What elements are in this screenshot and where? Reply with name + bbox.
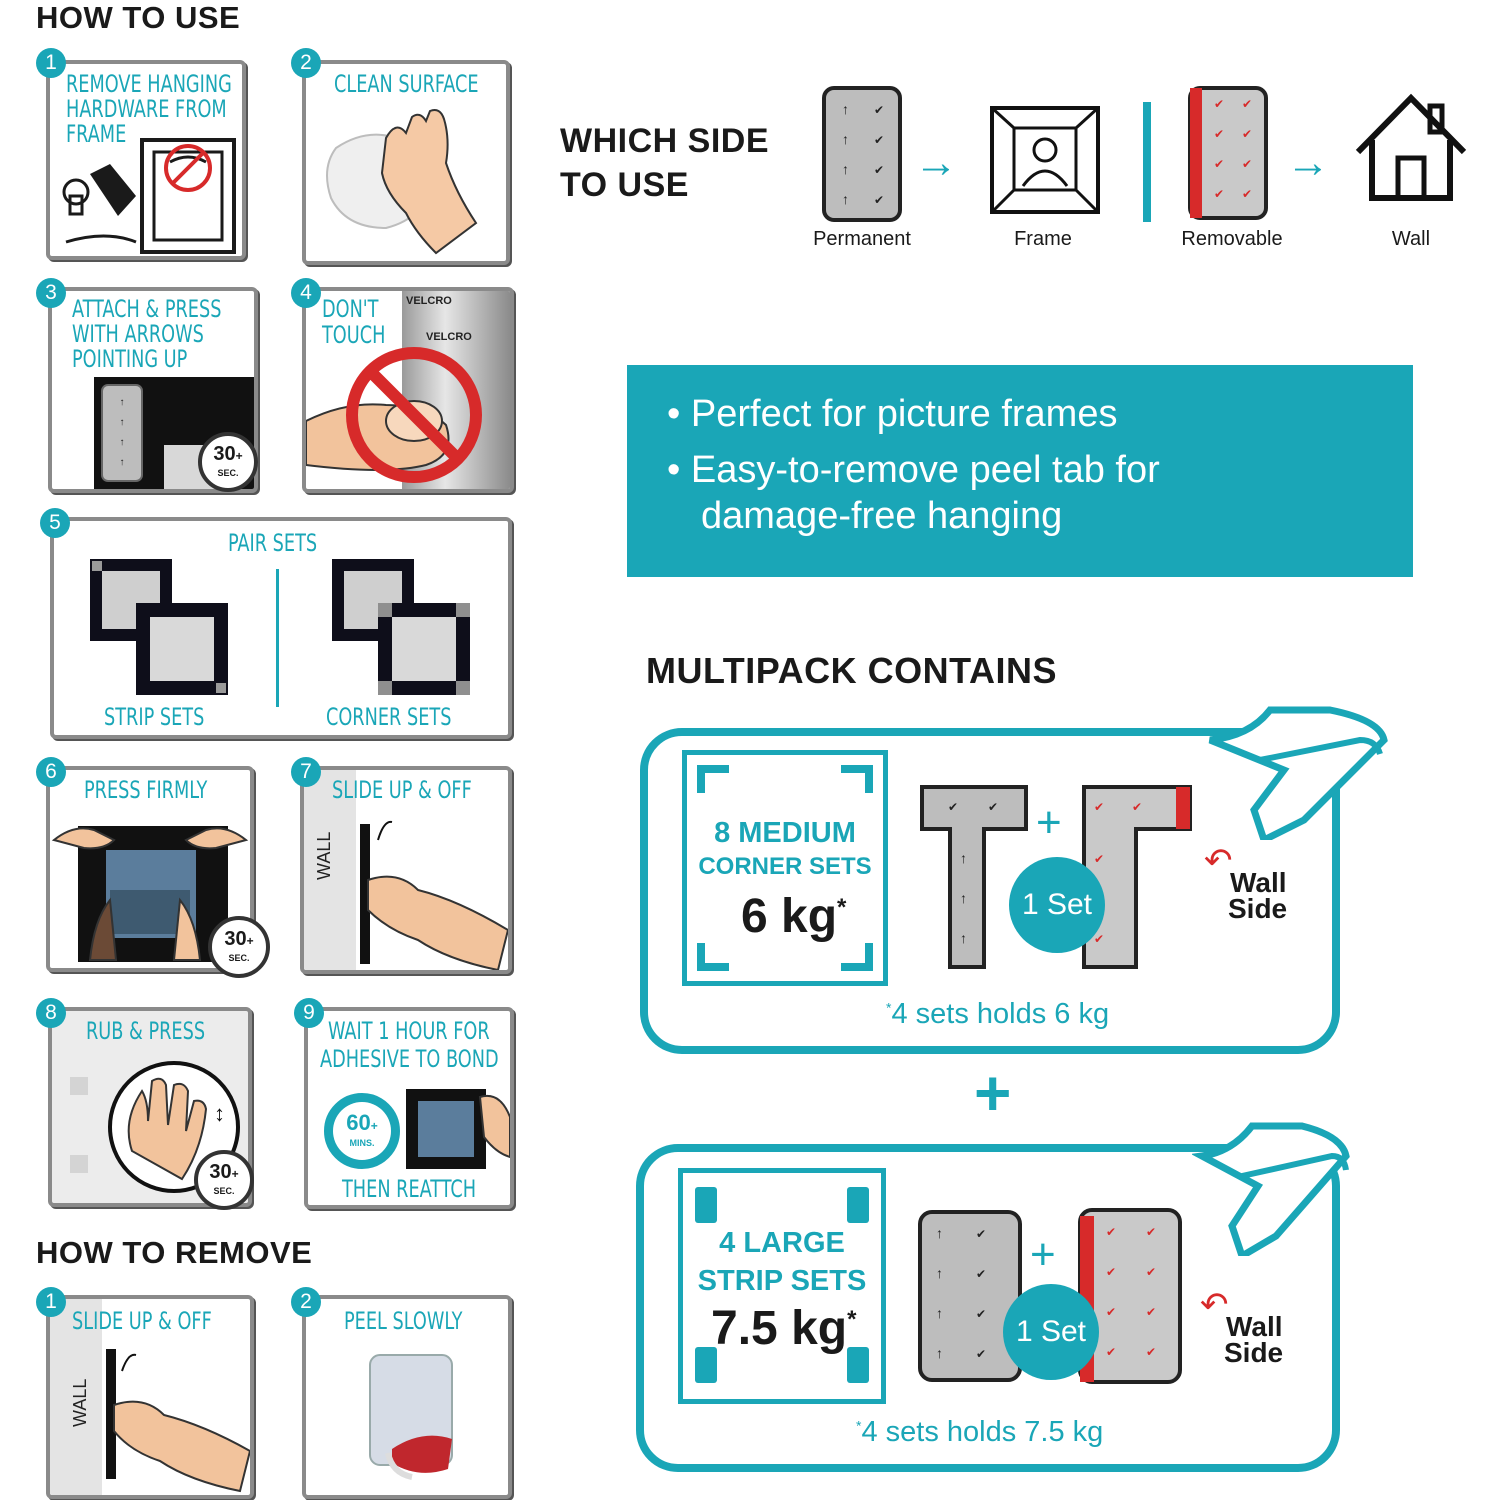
pack-2-weight: 7.5 kg*: [711, 1302, 857, 1355]
pack-1-title-line2: CORNER SETS: [698, 853, 872, 880]
permanent-strip-icon: [822, 86, 902, 222]
svg-text:↕: ↕: [214, 1101, 225, 1126]
feature-bullet-2-cont: damage-free hanging: [701, 495, 1063, 537]
step-1-caption-line2: HARDWARE FROM: [66, 95, 227, 123]
step-9-caption-bottom: THEN REATTCH: [342, 1175, 477, 1203]
remove-step-1-panel: [46, 1295, 254, 1499]
step-4-number: 4: [291, 278, 321, 308]
which-side-divider: [1143, 102, 1151, 222]
svg-text:↑: ↑: [936, 1225, 943, 1241]
velcro-logo-text: VELCRO: [406, 295, 452, 307]
arrow-right-icon-1: →: [914, 138, 958, 187]
corner-set-removable: [1080, 783, 1194, 971]
step-6-number: 6: [36, 757, 66, 787]
multipack-title: MULTIPACK CONTAINS: [646, 650, 1057, 691]
svg-text:✔: ✔: [1094, 800, 1105, 814]
step-2-caption: CLEAN SURFACE: [334, 70, 479, 98]
feature-bullet-1: • Perfect for picture frames: [667, 393, 1118, 435]
svg-text:↑: ↑: [936, 1305, 943, 1321]
step-5-caption-right: CORNER SETS: [326, 703, 452, 731]
pack-2-wall-side-1: Wall: [1226, 1311, 1283, 1342]
step-5-caption-top: PAIR SETS: [228, 529, 318, 557]
step-9-number: 9: [294, 998, 324, 1028]
label-permanent: Permanent: [813, 228, 911, 250]
step-1-number: 1: [36, 48, 66, 78]
strip-sets-illustration: [84, 557, 234, 697]
how-to-remove-title: HOW TO REMOVE: [36, 1235, 313, 1270]
feature-bullet-2: • Easy-to-remove peel tab for: [667, 449, 1160, 491]
svg-text:✔: ✔: [1242, 97, 1253, 111]
pack-plus-icon: +: [974, 1057, 1012, 1129]
peel-strip-illustration: [362, 1353, 462, 1483]
svg-text:✔: ✔: [1214, 97, 1225, 111]
corner-sets-illustration: [326, 557, 476, 697]
svg-text:↑: ↑: [936, 1265, 943, 1281]
svg-text:↑: ↑: [842, 101, 849, 117]
step-4-caption-line1: DON'T: [322, 295, 379, 323]
svg-text:✔: ✔: [1106, 1305, 1117, 1319]
svg-text:✔: ✔: [1146, 1305, 1157, 1319]
corner-set-permanent: [918, 783, 1030, 971]
no-touch-illustration: [306, 341, 510, 489]
step-7-number: 7: [291, 757, 321, 787]
step-4-panel: [302, 287, 514, 493]
svg-text:✔: ✔: [948, 800, 959, 814]
peel-tab-icon-1: [1200, 700, 1390, 840]
svg-text:✔: ✔: [976, 1347, 987, 1361]
step-8-number: 8: [36, 998, 66, 1028]
label-removable: Removable: [1181, 228, 1283, 250]
svg-text:✔: ✔: [976, 1267, 987, 1281]
curved-arrow-icon-2: ↶: [1200, 1286, 1229, 1324]
svg-text:✔: ✔: [1242, 187, 1253, 201]
svg-text:↑: ↑: [960, 930, 967, 946]
plus-icon-pack-2: +: [1030, 1230, 1056, 1279]
which-side-title-line1: WHICH SIDE: [560, 122, 769, 160]
svg-text:✔: ✔: [1242, 157, 1253, 171]
plus-icon-pack-1: +: [1036, 798, 1062, 847]
slide-off-illustration: [354, 810, 508, 970]
strip-set-permanent: [916, 1208, 1024, 1384]
svg-text:↑: ↑: [119, 437, 125, 448]
svg-text:✔: ✔: [976, 1227, 987, 1241]
pack-1-note: *4 sets holds 6 kg: [886, 998, 1110, 1030]
svg-text:↑: ↑: [119, 457, 125, 468]
svg-text:✔: ✔: [1106, 1265, 1117, 1279]
svg-text:✔: ✔: [976, 1307, 987, 1321]
pack-1-wall-side-1: Wall: [1230, 867, 1287, 898]
timer-30-icon-step8: 30+ SEC.: [194, 1150, 254, 1210]
step-5-panel: [50, 517, 512, 739]
timer-60-icon: 60+ MINS.: [324, 1093, 400, 1169]
svg-text:✔: ✔: [1214, 187, 1225, 201]
svg-text:↑: ↑: [960, 850, 967, 866]
label-wall: Wall: [1391, 228, 1431, 250]
step-1-caption-line3: FRAME: [66, 120, 127, 148]
step-9-caption-line1: WAIT 1 HOUR FOR: [328, 1017, 490, 1045]
step-8-caption: RUB & PRESS: [86, 1017, 206, 1045]
svg-text:↑: ↑: [119, 397, 125, 408]
pack-2-title-line1: 4 LARGE: [719, 1227, 845, 1259]
step-9-caption-line2: ADHESIVE TO BOND: [320, 1045, 499, 1073]
pack-1-set-badge: 1 Set: [1009, 857, 1105, 953]
removable-strip-icon: [1188, 86, 1268, 220]
svg-text:✔: ✔: [1106, 1225, 1117, 1239]
hanging-hardware-illustration: [50, 134, 242, 254]
divider-line: [276, 569, 279, 707]
pack-2-wall-side-2: Side: [1224, 1337, 1284, 1368]
step-7-caption: SLIDE UP & OFF: [332, 776, 472, 804]
svg-text:✔: ✔: [988, 800, 999, 814]
step-1-caption-line1: REMOVE HANGING: [66, 70, 232, 98]
pack-1-wall-side-2: Side: [1228, 893, 1288, 924]
wall-label: WALL: [314, 831, 334, 880]
peel-tab-icon-2: [1192, 1116, 1352, 1256]
step-3-caption-line2: WITH ARROWS: [72, 320, 204, 348]
svg-text:✔: ✔: [1214, 127, 1225, 141]
picture-frame-illustration: [404, 1087, 510, 1171]
svg-text:✔: ✔: [874, 193, 885, 207]
step-5-caption-left: STRIP SETS: [104, 703, 205, 731]
pack-1-weight: 6 kg*: [741, 890, 847, 943]
svg-text:✔: ✔: [1146, 1345, 1157, 1359]
step-6-caption: PRESS FIRMLY: [84, 776, 208, 804]
svg-text:✔: ✔: [1242, 127, 1253, 141]
svg-text:↑: ↑: [842, 191, 849, 207]
pack-2-title-line2: STRIP SETS: [697, 1265, 867, 1297]
remove-slide-illustration: [100, 1345, 250, 1495]
step-7-panel: [300, 766, 512, 974]
svg-text:✔: ✔: [1214, 157, 1225, 171]
remove-step-2-number: 2: [291, 1287, 321, 1317]
svg-text:✔: ✔: [1094, 932, 1105, 946]
remove-wall-label: WALL: [70, 1378, 90, 1427]
step-2-panel: [302, 60, 510, 265]
remove-step-2-caption: PEEL SLOWLY: [344, 1307, 463, 1335]
remove-step-2-panel: [302, 1295, 512, 1499]
remove-step-1-caption: SLIDE UP & OFF: [72, 1307, 212, 1335]
label-frame: Frame: [1014, 228, 1072, 250]
pack-2-set-badge: 1 Set: [1003, 1284, 1099, 1380]
svg-text:✔: ✔: [1106, 1345, 1117, 1359]
svg-text:✔: ✔: [874, 133, 885, 147]
pack-1-title-line1: 8 MEDIUM: [714, 817, 856, 849]
step-3-number: 3: [36, 278, 66, 308]
timer-30-icon-step6: 30+ SEC.: [208, 916, 270, 978]
step-9-panel: [304, 1007, 514, 1209]
svg-text:✔: ✔: [1132, 800, 1143, 814]
how-to-use-title: HOW TO USE: [36, 0, 241, 35]
pack-1-label-box: [682, 750, 888, 986]
svg-text:↑: ↑: [842, 131, 849, 147]
svg-text:✔: ✔: [1146, 1265, 1157, 1279]
curved-arrow-icon-1: ↶: [1204, 842, 1233, 880]
step-3-caption-line1: ATTACH & PRESS: [72, 295, 222, 323]
features-box: [627, 365, 1413, 577]
step-4-caption-line2: TOUCH: [322, 321, 386, 349]
svg-text:↑: ↑: [960, 890, 967, 906]
arrow-right-icon-2: →: [1286, 138, 1330, 187]
svg-text:↑: ↑: [842, 161, 849, 177]
cloth-hand-illustration: [306, 108, 506, 258]
strip-set-removable: [1076, 1206, 1184, 1386]
svg-text:✔: ✔: [874, 103, 885, 117]
svg-text:✔: ✔: [874, 163, 885, 177]
pack-2-label-box: [678, 1168, 886, 1404]
svg-text:↑: ↑: [119, 417, 125, 428]
step-2-number: 2: [291, 48, 321, 78]
step-3-caption-line3: POINTING UP: [72, 345, 188, 373]
frame-icon: [990, 106, 1100, 214]
svg-text:↑: ↑: [936, 1345, 943, 1361]
svg-text:✔: ✔: [1094, 852, 1105, 866]
timer-30-icon-step3: 30+ SEC.: [198, 432, 258, 492]
svg-text:✔: ✔: [1146, 1225, 1157, 1239]
house-wall-icon: [1352, 92, 1470, 204]
remove-step-1-number: 1: [36, 1287, 66, 1317]
step-5-number: 5: [40, 508, 70, 538]
step-1-panel: [46, 60, 246, 260]
pack-2-note: *4 sets holds 7.5 kg: [856, 1416, 1104, 1448]
which-side-title-line2: TO USE: [560, 166, 689, 204]
velcro-logo-text-2: VELCRO: [426, 331, 472, 343]
